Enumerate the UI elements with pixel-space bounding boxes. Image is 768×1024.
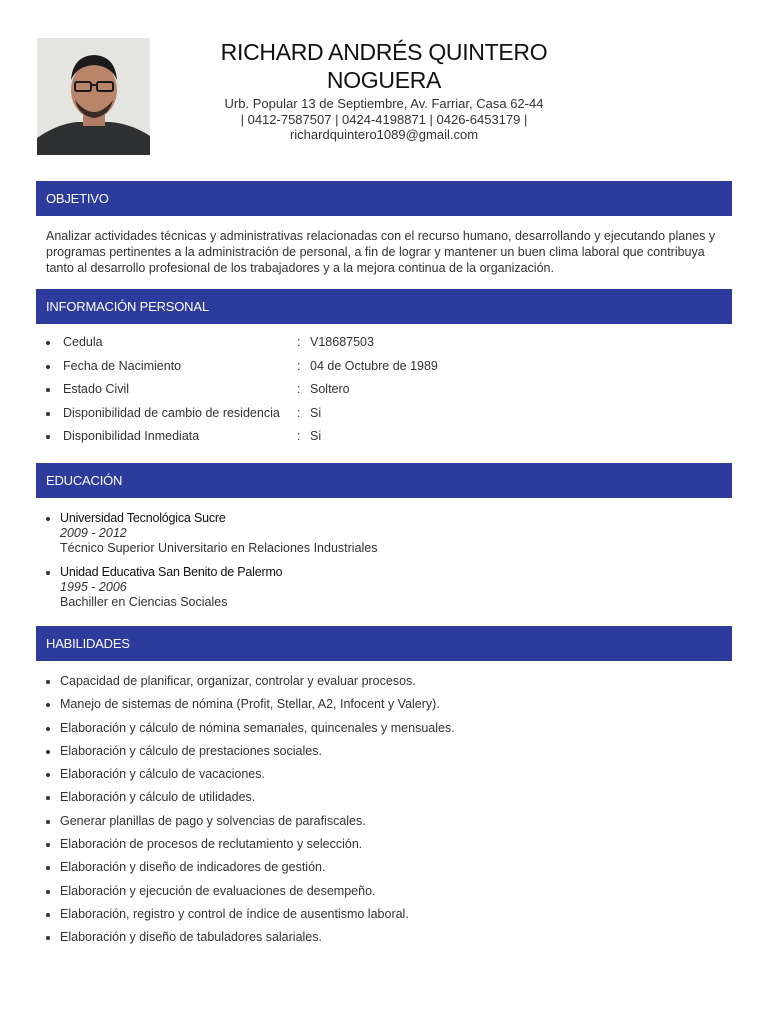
skill-item — [46, 903, 726, 926]
info-separator: : — [297, 335, 301, 349]
study-years: 2009 - 2012 — [60, 526, 127, 540]
skill-text: Elaboración y cálculo de vacaciones. — [60, 767, 265, 782]
profile-photo — [37, 38, 150, 155]
bullet-icon — [46, 820, 50, 824]
skill-text: Elaboración y diseño de tabuladores salariales. — [60, 930, 322, 945]
skills-list — [46, 670, 726, 950]
skill-item — [46, 786, 726, 809]
education-list — [46, 511, 726, 619]
skill-item — [46, 926, 726, 949]
info-value: Soltero — [310, 382, 350, 396]
resume-header — [160, 38, 608, 143]
education-item — [46, 565, 726, 610]
skill-text: Elaboración, registro y control de índice de ausentismo laboral. — [60, 906, 409, 921]
info-separator: : — [297, 429, 301, 443]
skill-text: Manejo de sistemas de nómina (Profit, Stellar, A2, Infocent y Valery). — [60, 697, 440, 712]
skill-item — [46, 880, 726, 903]
section-header-personal-info: INFORMACIÓN PERSONAL — [36, 289, 732, 324]
bullet-icon — [46, 913, 50, 917]
full-name-line-1: RICHARD ANDRÉS QUINTERO — [220, 39, 548, 65]
info-label: Disponibilidad Inmediata — [63, 429, 200, 443]
skill-item — [46, 670, 726, 693]
section-header-education: EDUCACIÓN — [36, 463, 732, 498]
bullet-icon — [46, 435, 50, 439]
skill-text: Generar planillas de pago y solvencias de parafiscales. — [60, 813, 366, 828]
info-separator: : — [297, 405, 301, 420]
education-item — [46, 511, 726, 556]
skill-text: Elaboración y diseño de indicadores de gestión. — [60, 860, 326, 875]
bullet-icon — [46, 680, 50, 684]
full-name-line-2: NOGUERA — [326, 67, 442, 93]
info-value: 04 de Octubre de 1989 — [310, 358, 438, 373]
skill-item — [46, 856, 726, 879]
institution-name: Universidad Tecnológica Sucre — [60, 511, 226, 525]
skill-item — [46, 833, 726, 856]
phone-numbers: | 0412-7587507 | 0424-4198871 | 0426-6453179 | — [240, 111, 528, 127]
study-years: 1995 - 2006 — [60, 580, 127, 594]
skill-item — [46, 740, 726, 763]
institution-name: Unidad Educativa San Benito de Palermo — [60, 565, 283, 579]
section-header-objective: OBJETIVO — [36, 181, 732, 216]
skill-item — [46, 810, 726, 833]
degree-title: Bachiller en Ciencias Sociales — [60, 595, 228, 609]
info-label: Fecha de Nacimiento — [63, 358, 182, 373]
skill-item — [46, 763, 726, 786]
bullet-icon — [46, 341, 50, 345]
bullet-icon — [46, 750, 50, 754]
skill-text: Capacidad de planificar, organizar, controlar y evaluar procesos. — [60, 674, 416, 688]
skill-text: Elaboración y cálculo de utilidades. — [60, 790, 256, 805]
degree-title: Técnico Superior Universitario en Relaciones Industriales — [60, 541, 378, 555]
info-value: V18687503 — [310, 335, 374, 349]
info-separator: : — [297, 382, 301, 396]
info-label: Cedula — [63, 335, 103, 349]
skill-text: Elaboración y ejecución de evaluaciones de desempeño. — [60, 883, 376, 898]
address: Urb. Popular 13 de Septiembre, Av. Farriar, Casa 62-44 — [224, 96, 544, 111]
bullet-icon — [46, 365, 50, 369]
objective-text: Analizar actividades técnicas y administrativas relacionadas con el recurso humano, desarrollando y ejecutando planes y programas pertinentes a la administración de personal, a fin de lograr y mantener un buen clima laboral que contribuya tanto al desarrollo profesional de los trabajadores y a la mejora continua de la organización. — [46, 229, 716, 275]
info-label: Estado Civil — [63, 382, 129, 396]
info-label: Disponibilidad de cambio de residencia — [63, 405, 280, 420]
bullet-icon — [46, 727, 50, 731]
bullet-icon — [46, 412, 50, 416]
section-header-skills: HABILIDADES — [36, 626, 732, 661]
info-separator: : — [297, 358, 301, 373]
info-value: Si — [310, 429, 322, 443]
bullet-icon — [46, 571, 50, 575]
skill-item — [46, 693, 726, 716]
contact-info — [160, 96, 608, 143]
skill-text: Elaboración y cálculo de nómina semanales, quincenales y mensuales. — [60, 720, 455, 735]
bullet-icon — [46, 517, 50, 521]
skill-item — [46, 717, 726, 740]
bullet-icon — [46, 388, 50, 392]
skill-text: Elaboración de procesos de reclutamiento y selección. — [60, 837, 363, 852]
bullet-icon — [46, 890, 50, 894]
skill-text: Elaboración y cálculo de prestaciones sociales. — [60, 743, 322, 758]
info-value: Si — [310, 405, 322, 420]
email: richardquintero1089@gmail.com — [289, 127, 479, 142]
